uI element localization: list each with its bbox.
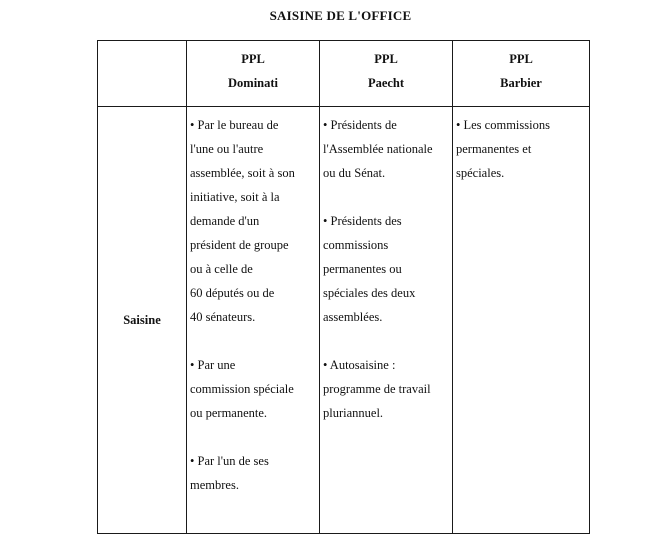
dominati-paragraph-1: [190, 113, 317, 329]
text-line: spéciales des deux: [323, 286, 416, 300]
column-header-line: PPL: [374, 52, 398, 66]
text-line: assemblée, soit à son: [190, 166, 295, 180]
text-line: permanentes ou: [323, 262, 402, 276]
text-line: • Par une: [190, 358, 236, 372]
text-line: initiative, soit à la: [190, 190, 280, 204]
paecht-paragraph-1: [323, 113, 450, 185]
text-line: • Par le bureau de: [190, 118, 279, 132]
row-label-saisine: Saisine: [98, 107, 187, 534]
column-header-paecht: [320, 41, 453, 107]
text-line: pluriannuel.: [323, 406, 384, 420]
text-line: 40 sénateurs.: [190, 310, 256, 324]
barbier-paragraph-1: [456, 113, 587, 185]
cell-dominati: [187, 107, 320, 534]
text-line: demande d'un: [190, 214, 260, 228]
empty-corner-cell: [98, 41, 187, 107]
header-row: [98, 41, 590, 107]
column-header-dominati: [187, 41, 320, 107]
text-line: ou du Sénat.: [323, 166, 386, 180]
paecht-paragraph-3: [323, 353, 450, 425]
text-line: ou permanente.: [190, 406, 268, 420]
cell-paecht: [320, 107, 453, 534]
text-line: président de groupe: [190, 238, 289, 252]
text-line: ou à celle de: [190, 262, 253, 276]
text-line: permanentes et: [456, 142, 532, 156]
comparison-table: [97, 40, 590, 534]
text-line: 60 députés ou de: [190, 286, 275, 300]
column-header-name: Dominati: [228, 76, 278, 90]
text-line: spéciales.: [456, 166, 505, 180]
paecht-paragraph-2: [323, 209, 450, 329]
text-line: • Présidents de: [323, 118, 397, 132]
text-line: • Présidents des: [323, 214, 402, 228]
text-line: commissions: [323, 238, 389, 252]
cell-barbier: [453, 107, 590, 534]
text-line: programme de travail: [323, 382, 431, 396]
text-line: commission spéciale: [190, 382, 294, 396]
column-header-line: PPL: [241, 52, 265, 66]
column-header-name: Barbier: [500, 76, 542, 90]
text-line: • Par l'un de ses: [190, 454, 269, 468]
page-title: SAISINE DE L'OFFICE: [269, 8, 412, 23]
text-line: l'une ou l'autre: [190, 142, 264, 156]
text-line: assemblées.: [323, 310, 383, 324]
column-header-line: PPL: [509, 52, 533, 66]
column-header-name: Paecht: [367, 76, 405, 90]
text-line: • Les commissions: [456, 118, 550, 132]
text-line: membres.: [190, 478, 239, 492]
dominati-paragraph-2: [190, 353, 317, 425]
saisine-row: [98, 107, 590, 534]
text-line: l'Assemblée nationale: [323, 142, 433, 156]
dominati-paragraph-3: [190, 449, 317, 497]
column-header-barbier: [453, 41, 590, 107]
text-line: • Autosaisine :: [323, 358, 396, 372]
